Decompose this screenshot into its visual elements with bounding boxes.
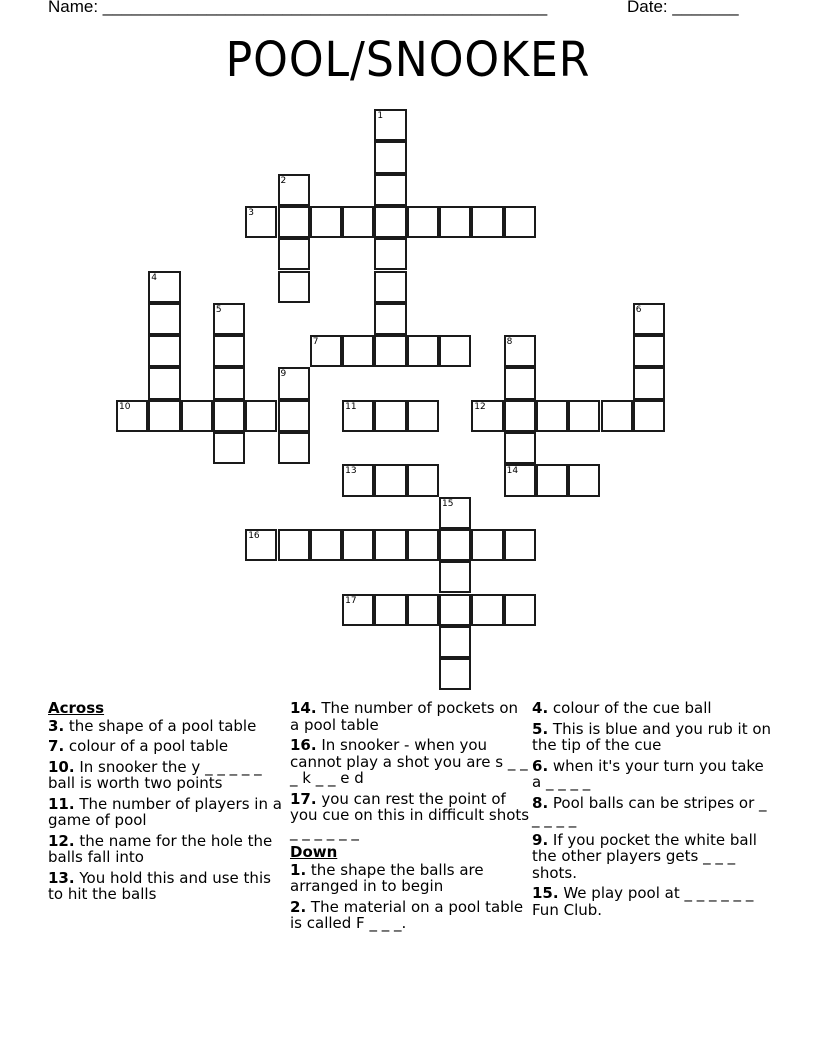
grid-cell[interactable] bbox=[181, 400, 213, 432]
grid-cell[interactable] bbox=[439, 335, 471, 367]
grid-cell[interactable] bbox=[471, 594, 503, 626]
clue-number: 12 bbox=[48, 831, 69, 850]
clue-number: 11 bbox=[48, 794, 69, 813]
grid-cell[interactable] bbox=[407, 464, 439, 496]
clue-across-7: 7. colour of a pool table bbox=[48, 737, 229, 755]
grid-cell[interactable] bbox=[471, 206, 503, 238]
grid-cell[interactable] bbox=[407, 335, 439, 367]
clue-down-15: 15. We play pool at _ _ _ _ _ _ Fun Club. bbox=[532, 884, 754, 919]
grid-cell[interactable] bbox=[439, 561, 471, 593]
down-heading: Down bbox=[290, 843, 338, 861]
grid-cell[interactable] bbox=[213, 303, 245, 335]
grid-cell[interactable] bbox=[374, 400, 406, 432]
clue-text: The material on a pool table is called F _ _ _. bbox=[290, 897, 524, 932]
page-title: POOL/SNOOKER bbox=[225, 32, 591, 88]
clue-text: In snooker the y _ _ _ _ _ ball is worth two points bbox=[48, 757, 262, 792]
clue-across-3: 3. the shape of a pool table bbox=[48, 716, 257, 735]
grid-cell[interactable] bbox=[148, 303, 180, 335]
grid-cell[interactable] bbox=[310, 206, 342, 238]
grid-cell[interactable] bbox=[213, 335, 245, 367]
grid-cell[interactable] bbox=[342, 529, 374, 561]
grid-cell[interactable] bbox=[148, 271, 180, 303]
grid-cell[interactable] bbox=[633, 303, 665, 335]
clue-text: Pool balls can be stripes or _ _ _ _ _ bbox=[532, 793, 767, 828]
clue-number: 15 bbox=[532, 884, 553, 902]
grid-cell[interactable] bbox=[148, 400, 180, 432]
grid-cell[interactable] bbox=[342, 206, 374, 238]
grid-cell[interactable] bbox=[342, 464, 374, 496]
clue-text: The number of pockets on a pool table bbox=[290, 699, 519, 734]
clue-number: 3 bbox=[48, 716, 59, 735]
clue-down-4: 4. colour of the cue ball bbox=[532, 699, 712, 717]
clue-down-9: 9. If you pocket the white ball the other players gets _ _ _ shots. bbox=[532, 830, 757, 882]
clues-column-2 bbox=[290, 700, 530, 936]
cell-number: 6 bbox=[635, 304, 642, 315]
grid-cell[interactable] bbox=[374, 335, 406, 367]
grid-cell[interactable] bbox=[278, 432, 310, 464]
grid-cell[interactable] bbox=[407, 594, 439, 626]
cell-number: 9 bbox=[280, 369, 287, 380]
grid-cell[interactable] bbox=[374, 271, 406, 303]
grid-cell[interactable] bbox=[245, 529, 277, 561]
grid-cell[interactable] bbox=[471, 529, 503, 561]
cell-number: 4 bbox=[151, 272, 158, 283]
grid-cell[interactable] bbox=[504, 335, 536, 367]
clue-text: colour of a pool table bbox=[64, 737, 229, 755]
across-heading: Across bbox=[48, 699, 105, 717]
grid-cell[interactable] bbox=[213, 367, 245, 399]
grid-cell[interactable] bbox=[310, 529, 342, 561]
grid-cell[interactable] bbox=[374, 174, 406, 206]
clue-text: The number of players in a game of pool bbox=[48, 794, 282, 829]
name-field[interactable]: Name: _______________________________________________ bbox=[48, 0, 548, 16]
grid-cell[interactable] bbox=[407, 529, 439, 561]
cell-number: 10 bbox=[119, 401, 131, 412]
cell-number: 16 bbox=[248, 530, 260, 541]
cell-number: 5 bbox=[215, 304, 222, 315]
grid-cell[interactable] bbox=[213, 400, 245, 432]
clue-number: 5 bbox=[532, 719, 543, 738]
grid-cell[interactable] bbox=[116, 400, 148, 432]
clue-number: 16 bbox=[290, 736, 311, 754]
grid-cell[interactable] bbox=[148, 367, 180, 399]
grid-cell[interactable] bbox=[278, 206, 310, 238]
clue-down-1: 1. the shape the balls are arranged in to begin bbox=[290, 860, 484, 895]
cell-number: 1 bbox=[377, 111, 384, 121]
cell-number: 7 bbox=[312, 337, 319, 348]
clue-across-13: 13. You hold this and use this to hit the balls bbox=[48, 868, 271, 903]
clue-number: 6 bbox=[532, 756, 543, 775]
clue-number: 4 bbox=[532, 699, 543, 717]
grid-cell[interactable] bbox=[374, 109, 406, 141]
clue-number: 7 bbox=[48, 737, 59, 755]
clue-across-12: 12. the name for the hole the balls fall into bbox=[48, 831, 273, 866]
grid-cell[interactable] bbox=[439, 626, 471, 658]
cell-number: 2 bbox=[280, 175, 287, 186]
clue-down-8: 8. Pool balls can be stripes or _ _ _ _ _ bbox=[532, 793, 767, 828]
grid-cell[interactable] bbox=[374, 206, 406, 238]
grid-cell[interactable] bbox=[504, 206, 536, 238]
grid-cell[interactable] bbox=[407, 400, 439, 432]
cell-number: 3 bbox=[248, 207, 254, 218]
clue-down-5: 5. This is blue and you rub it on the tip of the cue bbox=[532, 719, 772, 754]
grid-cell[interactable] bbox=[504, 367, 536, 399]
clue-number: 1 bbox=[290, 860, 301, 879]
grid-cell[interactable] bbox=[601, 400, 633, 432]
cell-number: 17 bbox=[345, 595, 357, 606]
grid-cell[interactable] bbox=[278, 271, 310, 303]
cell-number: 8 bbox=[506, 337, 513, 348]
cell-number: 14 bbox=[506, 466, 519, 477]
cell-number: 11 bbox=[345, 401, 357, 412]
clue-text: If you pocket the white ball the other players gets _ _ _ shots. bbox=[532, 830, 757, 882]
clue-across-14: 14. The number of pockets on a pool table bbox=[290, 699, 519, 734]
grid-cell[interactable] bbox=[568, 464, 600, 496]
grid-cell[interactable] bbox=[439, 658, 471, 690]
grid-cell[interactable] bbox=[504, 529, 536, 561]
grid-cell[interactable] bbox=[310, 335, 342, 367]
clue-number: 17 bbox=[290, 789, 311, 808]
grid-cell[interactable] bbox=[439, 529, 471, 561]
clue-down-6: 6. when it's your turn you take a _ _ _ _ bbox=[532, 756, 764, 791]
grid-cell[interactable] bbox=[278, 400, 310, 432]
grid-cell[interactable] bbox=[633, 367, 665, 399]
grid-cell[interactable] bbox=[633, 400, 665, 432]
grid-cell[interactable] bbox=[374, 303, 406, 335]
clues-column-3 bbox=[532, 700, 772, 922]
grid-cell[interactable] bbox=[278, 238, 310, 270]
clue-text: when it's your turn you take a _ _ _ _ bbox=[532, 756, 764, 791]
grid-cell[interactable] bbox=[504, 400, 536, 432]
grid-cell[interactable] bbox=[568, 400, 600, 432]
grid-cell[interactable] bbox=[148, 335, 180, 367]
grid-cell[interactable] bbox=[278, 367, 310, 399]
grid-cell[interactable] bbox=[504, 594, 536, 626]
cell-number: 13 bbox=[345, 466, 357, 477]
grid-cell[interactable] bbox=[245, 400, 277, 432]
clues-column-1 bbox=[48, 700, 283, 907]
grid-cell[interactable] bbox=[342, 594, 374, 626]
grid-cell[interactable] bbox=[471, 400, 503, 432]
grid-cell[interactable] bbox=[374, 238, 406, 270]
grid-cell[interactable] bbox=[536, 400, 568, 432]
grid-cell[interactable] bbox=[633, 335, 665, 367]
clue-text: the shape the balls are arranged in to begin bbox=[290, 860, 484, 895]
grid-cell[interactable] bbox=[278, 174, 310, 206]
grid-cell[interactable] bbox=[439, 206, 471, 238]
clue-text: colour of the cue ball bbox=[548, 699, 712, 717]
clue-text: You hold this and use this to hit the balls bbox=[48, 868, 271, 903]
clue-across-11: 11. The number of players in a game of pool bbox=[48, 794, 282, 829]
grid-cell[interactable] bbox=[439, 497, 471, 529]
cell-number: 15 bbox=[442, 498, 454, 509]
clue-text: In snooker - when you cannot play a shot you are s _ _ _ k _ _ e d bbox=[290, 736, 528, 787]
grid-cell[interactable] bbox=[439, 594, 471, 626]
clue-number: 13 bbox=[48, 868, 69, 887]
clue-across-10: 10. In snooker the y _ _ _ _ _ ball is worth two points bbox=[48, 757, 262, 792]
grid-cell[interactable] bbox=[536, 464, 568, 496]
grid-cell[interactable] bbox=[374, 464, 406, 496]
grid-cell[interactable] bbox=[342, 335, 374, 367]
clue-across-16: 16. In snooker - when you cannot play a shot you are s _ _ _ k _ _ e d bbox=[290, 736, 528, 787]
grid-cell[interactable] bbox=[504, 464, 536, 496]
cell-number: 12 bbox=[474, 401, 486, 412]
date-field[interactable]: Date: _______ bbox=[627, 0, 739, 16]
clue-text: This is blue and you rub it on the tip of the cue bbox=[532, 719, 772, 754]
clue-number: 9 bbox=[532, 830, 543, 849]
clue-number: 10 bbox=[48, 757, 69, 776]
grid-cell[interactable] bbox=[245, 206, 277, 238]
clue-text: the name for the hole the balls fall into bbox=[48, 831, 273, 866]
clue-number: 8 bbox=[532, 793, 543, 812]
grid-cell[interactable] bbox=[504, 432, 536, 464]
grid-cell[interactable] bbox=[374, 529, 406, 561]
clue-text: the shape of a pool table bbox=[64, 716, 257, 735]
clue-across-17: 17. you can rest the point of you cue on this in difficult shots _ _ _ _ _ _ bbox=[290, 789, 530, 841]
clue-number: 14 bbox=[290, 699, 311, 717]
grid-cell[interactable] bbox=[374, 594, 406, 626]
grid-cell[interactable] bbox=[278, 529, 310, 561]
clue-number: 2 bbox=[290, 897, 301, 916]
clue-text: We play pool at _ _ _ _ _ _ Fun Club. bbox=[532, 884, 754, 919]
grid-cell[interactable] bbox=[213, 432, 245, 464]
clue-down-2: 2. The material on a pool table is called F _ _ _. bbox=[290, 897, 524, 932]
grid-cell[interactable] bbox=[407, 206, 439, 238]
grid-cell[interactable] bbox=[374, 141, 406, 173]
clue-text: you can rest the point of you cue on this in difficult shots _ _ _ _ _ _ bbox=[290, 789, 530, 841]
grid-cell[interactable] bbox=[342, 400, 374, 432]
